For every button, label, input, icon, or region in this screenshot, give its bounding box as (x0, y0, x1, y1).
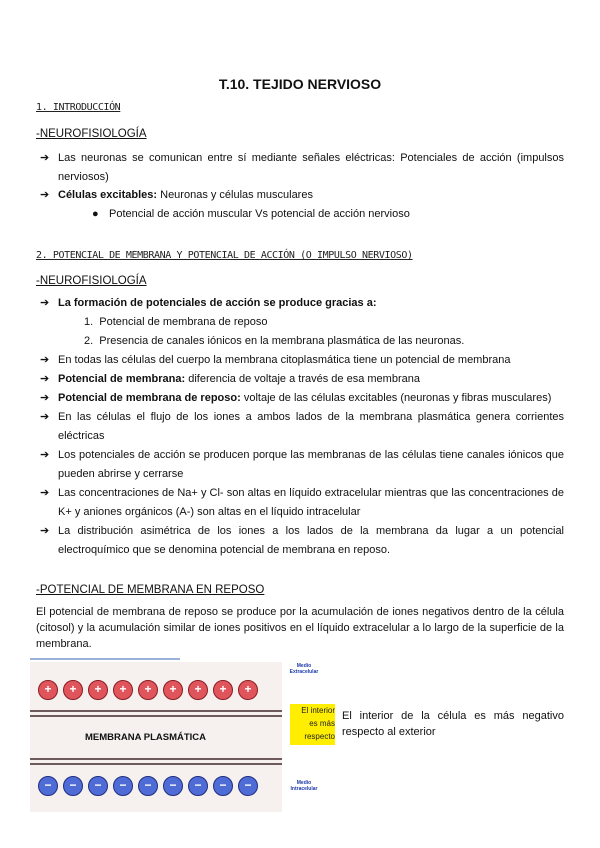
bullet-concentraciones (36, 484, 564, 522)
bullet-distribucion (36, 522, 564, 560)
bullet-flujo-iones (36, 408, 564, 446)
positive-ion: + (213, 680, 233, 700)
positive-ion: + (88, 680, 108, 700)
number-marker: 1. (84, 316, 100, 328)
bullet-text: diferencia de voltaje a través de esa membrana (185, 373, 420, 385)
numbered-item-2 (84, 332, 464, 351)
membrane-line (30, 715, 282, 717)
bold-term: Células excitables: (58, 189, 158, 201)
positive-ion: + (238, 680, 258, 700)
bold-term: Potencial de membrana de reposo: (58, 392, 241, 404)
intracellular-label: Medio Intracelular (290, 780, 318, 792)
bullet-potencial-reposo (36, 389, 564, 408)
positive-ion: + (188, 680, 208, 700)
section-heading-potencial: 2. POTENCIAL DE MEMBRANA Y POTENCIAL DE ACCIÓN (O IMPULSO NERVIOSO) (36, 250, 413, 261)
highlighted-note (290, 704, 335, 745)
bullet-formacion (36, 294, 564, 313)
bold-term: Potencial de membrana: (58, 373, 186, 385)
bullet-text: Los potenciales de acción se producen porque las membranas de las células tiene canales iónicos que pueden abrirse y cerrarse (58, 449, 564, 480)
numbered-item-1 (84, 313, 267, 332)
bullet-text: Las neuronas se comunican entre sí mediante señales eléctricas: Potenciales de acción (impulsos nerviosos) (58, 152, 564, 183)
arrow-icon: ➔ (40, 487, 50, 499)
subheading-neurofisiologia: -NEUROFISIOLOGÍA (36, 128, 147, 140)
membrane-line (30, 710, 282, 712)
negative-ion: − (238, 776, 258, 796)
note-line: El interior (301, 706, 335, 715)
negative-ion: − (213, 776, 233, 796)
numbered-text: Potencial de membrana de reposo (99, 316, 268, 328)
positive-ions-row (38, 680, 274, 702)
negative-ion: − (188, 776, 208, 796)
arrow-icon: ➔ (40, 152, 50, 164)
figure-caption: El interior de la célula es más negativo respecto al exterior (342, 710, 564, 738)
dot-item-potencial (92, 205, 410, 224)
positive-ion: + (38, 680, 58, 700)
negative-ion: − (138, 776, 158, 796)
positive-ion: + (163, 680, 183, 700)
bullet-celulas-excitables (36, 186, 564, 205)
subheading-neurofisiologia-2: -NEUROFISIOLOGÍA (36, 275, 147, 287)
membrane-line (30, 758, 282, 760)
arrow-icon: ➔ (40, 449, 50, 461)
negative-ion: − (63, 776, 83, 796)
negative-ion: − (88, 776, 108, 796)
page-title: T.10. TEJIDO NERVIOSO (218, 76, 382, 92)
bold-text: La formación de potenciales de acción se produce gracias a: (58, 297, 377, 309)
bullet-text: En las células el flujo de los iones a ambos lados de la membrana plasmática genera corrientes eléctricas (58, 411, 564, 442)
arrow-icon: ➔ (40, 525, 50, 537)
membrane-label: MEMBRANA PLASMÁTICA (85, 732, 207, 743)
bullet-dot-icon: ● (92, 208, 99, 220)
bullet-text: Neuronas y células musculares (157, 189, 313, 201)
positive-ion: + (63, 680, 83, 700)
arrow-icon: ➔ (40, 392, 50, 404)
arrow-icon: ➔ (40, 373, 50, 385)
numbered-text: Presencia de canales iónicos en la membrana plasmática de las neuronas. (99, 335, 465, 347)
negative-ion: − (38, 776, 58, 796)
arrow-icon: ➔ (40, 297, 50, 309)
note-line: respecto (304, 732, 335, 741)
bullet-potenciales-accion (36, 446, 564, 484)
negative-ions-row (38, 776, 274, 798)
bullet-text: La distribución asimétrica de los iones a los lados de la membrana da lugar a un potencial electroquímico que se denomina potencial de membrana en reposo. (58, 525, 564, 556)
bullet-text: Las concentraciones de Na+ y Cl- son altas en líquido extracelular mientras que las concentraciones de K+ y aniones orgánicos (A-) son altas en el líquido intracelular (58, 487, 564, 518)
membrane-line (30, 763, 282, 765)
bullet-neuronas (36, 149, 564, 187)
section-heading-introduccion: 1. INTRODUCCIÓN (36, 102, 121, 113)
bullet-text: voltaje de las células excitables (neuronas y fibras musculares) (240, 392, 552, 404)
bullet-text: En todas las células del cuerpo la membrana citoplasmática tiene un potencial de membrana (58, 354, 511, 366)
negative-ion: − (163, 776, 183, 796)
bullet-potencial-membrana (36, 370, 564, 389)
paragraph-potencial-reposo: El potencial de membrana de reposo se produce por la acumulación de iones negativos dentro de la célula (citosol) y la acumulación similar de iones positivos en el líquido extracelular a lo largo de la superficie de la membrana. (36, 606, 564, 650)
note-line: es más (309, 719, 335, 728)
positive-ion: + (113, 680, 133, 700)
dot-text: Potencial de acción muscular Vs potencial de acción nervioso (109, 208, 410, 220)
arrow-icon: ➔ (40, 189, 50, 201)
number-marker: 2. (84, 335, 100, 347)
arrow-icon: ➔ (40, 411, 50, 423)
figure-top-line (30, 658, 180, 660)
bullet-todas-celulas (36, 351, 564, 370)
positive-ion: + (138, 680, 158, 700)
negative-ion: − (113, 776, 133, 796)
extracellular-label: Medio Extracelular (289, 663, 319, 675)
subheading-potencial-reposo: -POTENCIAL DE MEMBRANA EN REPOSO (36, 584, 265, 596)
arrow-icon: ➔ (40, 354, 50, 366)
